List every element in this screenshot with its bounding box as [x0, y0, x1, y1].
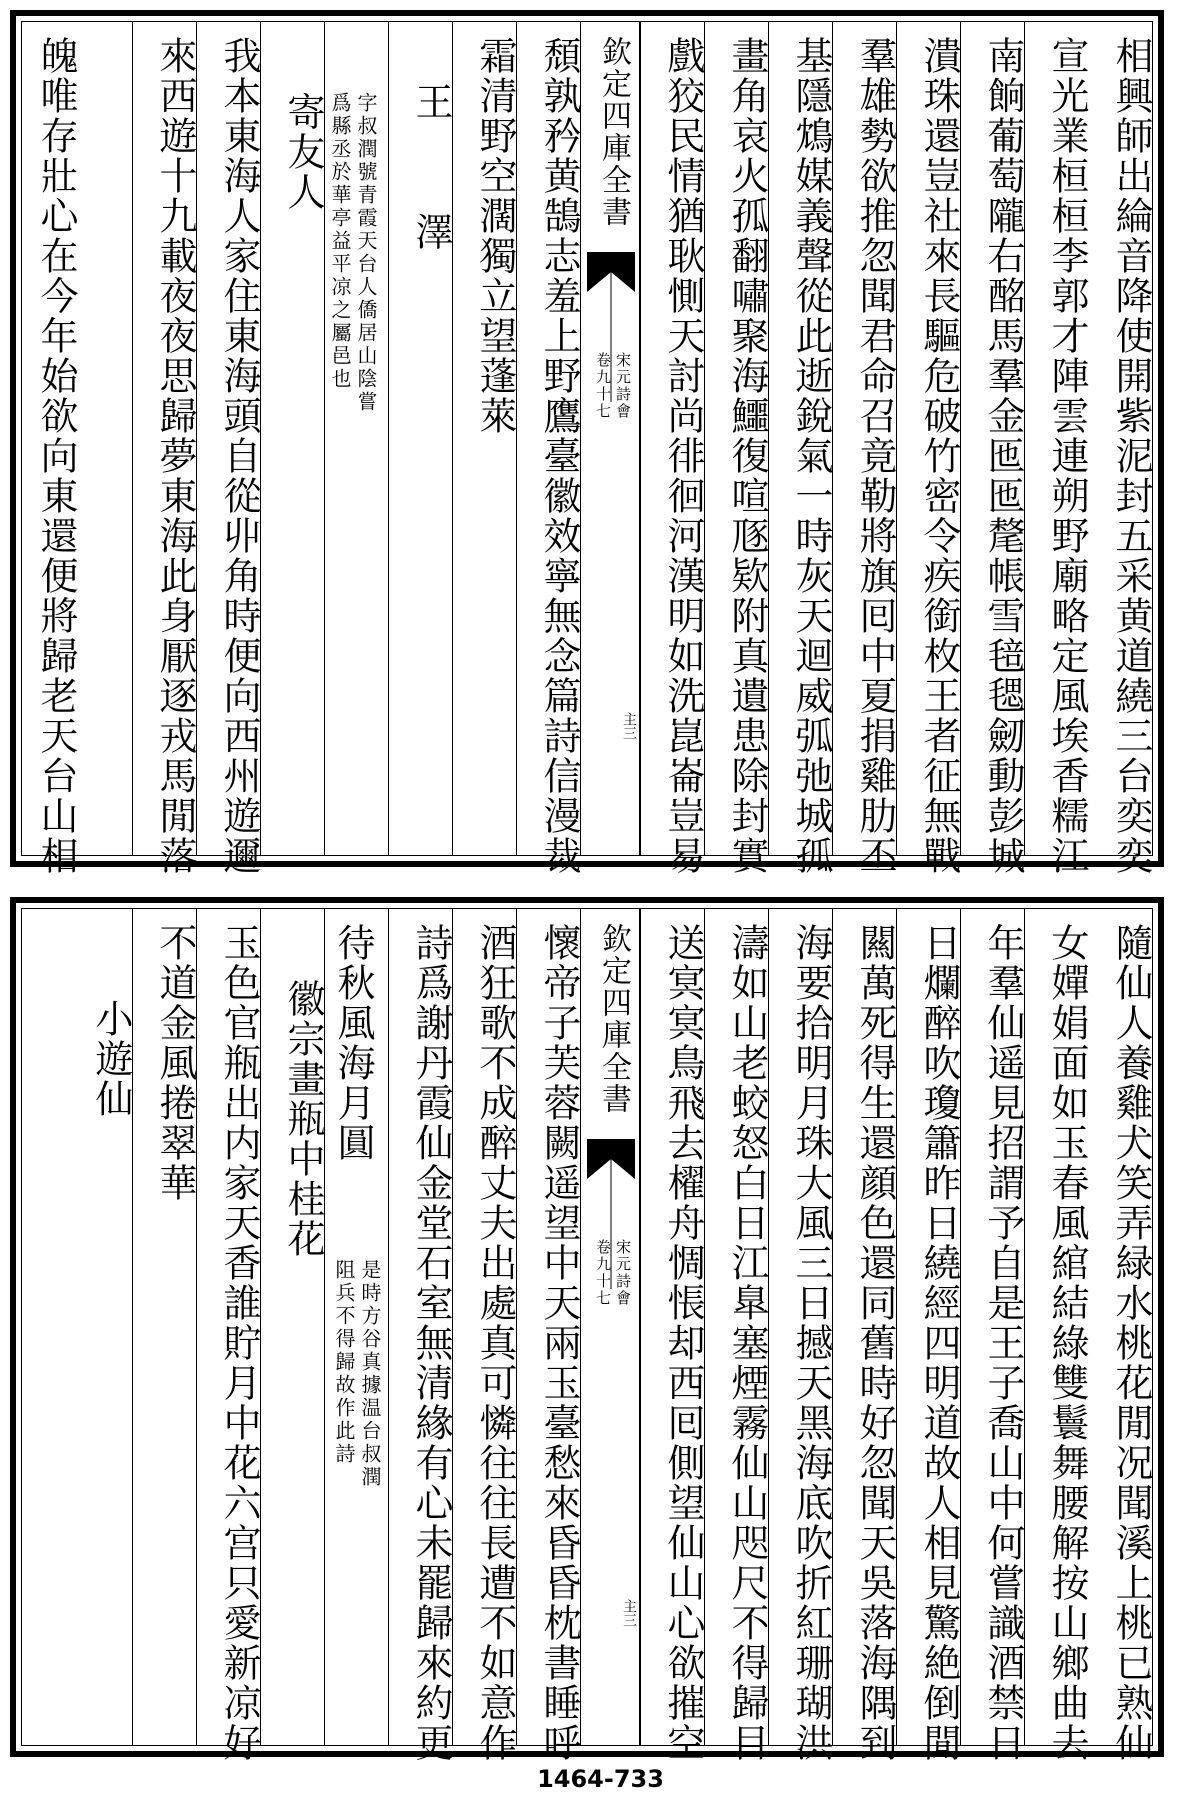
- text-column: [12, 22, 132, 876]
- column-text: 宣光業桓桓李郭才陣雲連朔野廟略定風埃香糯江: [1045, 36, 1089, 876]
- column-text: 玉色官瓶出内家天香誰貯月中花六宫只愛新凉好: [217, 923, 261, 1763]
- page-frame: [21, 908, 1153, 1763]
- volume-title: 宋元詩會: [614, 352, 632, 420]
- book-title: 欽定四庫全書: [596, 36, 631, 228]
- column-text: 魄唯存壯心在今年始欲向東還便將歸老天台山相: [34, 36, 78, 876]
- column-text: 詩爲謝丹霞仙金堂石室無清緣有心未罷歸來約更: [409, 923, 453, 1763]
- annotation-note: 阻兵不得歸故作此詩: [332, 1259, 356, 1466]
- column-text: 日爛醉吹瓊簫昨日繞經四明道故人相見驚絶倒閒: [917, 923, 961, 1763]
- text-column: [196, 22, 261, 876]
- column-text: 女嬋娟面如玉春風綰結綠雙鬟舞腰解按山鄉曲去: [1045, 923, 1089, 1763]
- text-column: [960, 22, 1025, 876]
- column-text: 不道金風捲翠華: [153, 923, 197, 1203]
- page-bottom: [10, 897, 1164, 1763]
- poem-title: 徽宗畫瓶中桂花: [281, 979, 325, 1259]
- column-text: 闗萬死得生還顔色還同舊時好忽聞天吳落海隅到: [853, 923, 897, 1763]
- volume-title: 宋元詩會: [614, 1239, 632, 1307]
- title-column: [12, 909, 132, 1745]
- text-column: [960, 909, 1025, 1763]
- column-text: 頹孰矜黄鵠志羞上野鷹臺徽效寧無念篇詩信漫裁: [537, 36, 581, 876]
- text-column: [832, 22, 897, 876]
- text-column: [832, 909, 897, 1763]
- center-banner: [580, 909, 640, 1745]
- author-note: 爲縣丞於華亭益平凉之屬邑也: [328, 92, 352, 391]
- column-text: 潰珠還豈社來長驅危破竹密令疾銜枚王者征無戰: [917, 36, 961, 876]
- annotation-note: 是時方谷真據温台叔潤: [358, 1259, 382, 1489]
- volume-number: 卷九十七: [594, 1239, 612, 1307]
- text-column: [640, 22, 705, 876]
- column-text: 畫角哀火孤翻嘯聚海鱷復喧豗欵附真遺患除封實: [725, 36, 769, 876]
- column-text: 來西遊十九載夜夜思歸夢東海此身厭逐戎馬閒落: [153, 36, 197, 876]
- text-column: [452, 909, 517, 1763]
- text-column: [1088, 22, 1153, 876]
- text-column: [768, 22, 833, 876]
- column-text: 基隱鴆媒義聲從此逝銳氣一時灰天迴威弧弛城孤: [789, 36, 833, 876]
- center-banner: [580, 22, 640, 855]
- author-column: [388, 22, 452, 855]
- text-column: [704, 22, 769, 876]
- text-column: [196, 909, 261, 1763]
- text-column: [132, 22, 197, 876]
- column-text: 年羣仙遥見招謂予自是王子喬山中何嘗識酒禁日: [981, 923, 1025, 1763]
- page-label: 主三: [621, 1599, 637, 1627]
- column-text: 隨仙人養雞犬笑弄緑水桃花閒况聞溪上桃已熟仙: [1109, 923, 1153, 1763]
- title-column: [260, 22, 324, 855]
- text-column: [704, 909, 769, 1763]
- column-text: 南餉葡萄隴右酩馬羣金匜匜氂帳雪毰毸劒動彭城: [981, 36, 1025, 876]
- page-label: 主三: [621, 712, 637, 740]
- text-column: [640, 909, 705, 1763]
- text-column: [132, 909, 196, 1745]
- poem-title: 寄友人: [281, 92, 325, 212]
- page-frame: [21, 21, 1153, 876]
- column-text: 待秋風海月圓: [331, 923, 375, 1163]
- poem-title: 小遊仙: [89, 999, 133, 1119]
- text-column: [896, 22, 961, 876]
- page-top: [10, 10, 1164, 876]
- author-name: 王 澤: [409, 82, 453, 274]
- text-column: [1024, 22, 1089, 876]
- book-title: 欽定四庫全書: [596, 923, 631, 1115]
- text-column: [1024, 909, 1089, 1763]
- column-text: 戲狡民情猶耿惻天討尚徘徊河漢明如洗崑崙豈易: [661, 36, 705, 876]
- text-column: [324, 909, 388, 1745]
- column-text: 相興師出綸音降使開紫泥封五采黄道繞三台奕奕: [1109, 36, 1153, 876]
- column-text: 送㝠㝠鳥飛去櫂舟惆悵却西囘側望仙山心欲摧空: [661, 923, 705, 1763]
- text-column: [768, 909, 833, 1763]
- column-text: 我本東海人家住東海頭自從丱角時便向西州遊邇: [217, 36, 261, 876]
- column-text: 酒狂歌不成醉丈夫出處真可憐往往長遭不如意作: [473, 923, 517, 1763]
- text-column: [516, 909, 581, 1763]
- title-column: [260, 909, 324, 1745]
- note-column: [324, 22, 388, 855]
- author-note: 字叔潤號青霞天台人僑居山陰嘗: [354, 92, 378, 414]
- text-column: [452, 22, 516, 855]
- volume-number: 卷九十七: [594, 352, 612, 420]
- column-text: 霜清野空濶獨立望蓬萊: [473, 36, 517, 436]
- text-column: [516, 22, 581, 876]
- column-text: 濤如山老蛟怒白日江臯塞煙霧仙山咫尺不得歸目: [725, 923, 769, 1763]
- text-column: [896, 909, 961, 1763]
- column-text: 海要拾明月珠大風三日撼天黑海底吹折紅珊瑚洪: [789, 923, 833, 1763]
- column-text: 懷帝子芙蓉闕遥望中天兩玉臺愁來昏昏枕書睡呼: [537, 923, 581, 1763]
- page-number: 1464-733: [537, 1765, 664, 1793]
- text-column: [1088, 909, 1153, 1763]
- text-column: [388, 909, 453, 1763]
- column-text: 羣雄勢欲推忽聞君命召竟勒將旗囘中夏捐雞肋丕: [853, 36, 897, 876]
